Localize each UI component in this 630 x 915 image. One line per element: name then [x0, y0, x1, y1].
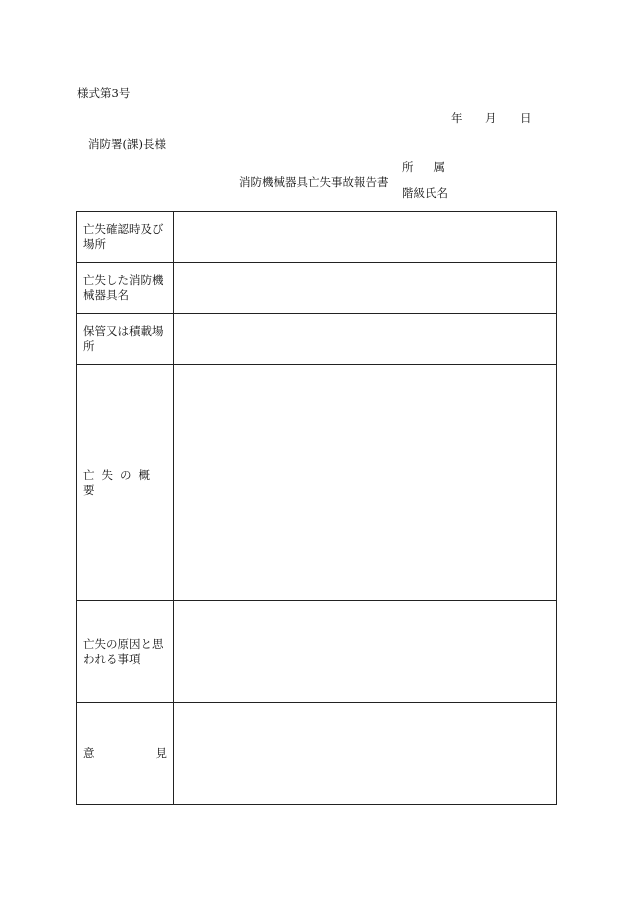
date-day-label: 日 [520, 111, 532, 125]
addressee: 消防署(課)長様 [88, 137, 166, 151]
field-summary[interactable] [174, 365, 557, 601]
label-opinion-left: 意 [83, 746, 95, 760]
date-year-label: 年 [451, 111, 463, 125]
label-cause: 亡失の原因と思われる事項 [77, 601, 174, 703]
report-title: 消防機械器具亡失事故報告書 [239, 175, 389, 189]
table-row-time-place [77, 212, 557, 263]
label-storage-place: 保管又は積載場所 [77, 314, 174, 365]
table-row-equipment-name [77, 263, 557, 314]
field-time-place[interactable] [174, 212, 557, 263]
field-opinion[interactable] [174, 703, 557, 805]
label-opinion [77, 703, 174, 805]
field-cause[interactable] [174, 601, 557, 703]
table-row-summary [77, 365, 557, 601]
date-month-label: 月 [485, 111, 497, 125]
rank-name-label: 階級氏名 [402, 186, 448, 200]
table-row-cause [77, 601, 557, 703]
field-equipment-name[interactable] [174, 263, 557, 314]
affiliation-label: 所属 [402, 160, 465, 174]
label-time-place: 亡失確認時及び場所 [77, 212, 174, 263]
table-row-opinion [77, 703, 557, 805]
label-summary: 亡失の概要 [77, 365, 174, 601]
field-storage-place[interactable] [174, 314, 557, 365]
report-table [76, 211, 557, 805]
form-number: 様式第3号 [77, 86, 131, 100]
label-equipment-name: 亡失した消防機械器具名 [77, 263, 174, 314]
table-row-storage-place [77, 314, 557, 365]
label-opinion-right: 見 [155, 746, 167, 760]
